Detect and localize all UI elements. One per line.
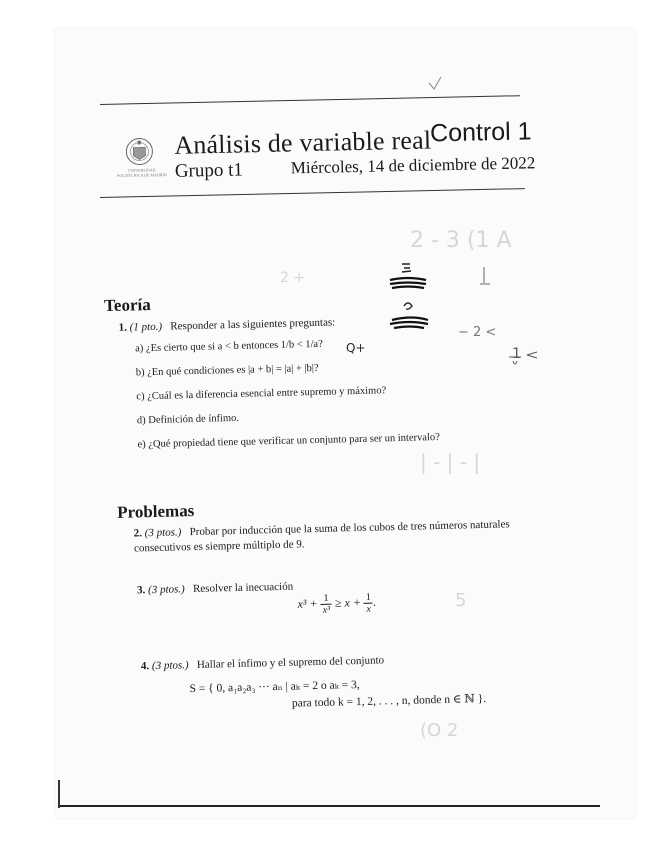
list-item	[135, 339, 323, 355]
inequality-formula	[297, 592, 376, 617]
list-item	[137, 413, 239, 426]
formula-mid: ≥ x +	[334, 595, 362, 610]
handwritten-scribble-icon	[380, 258, 440, 348]
handwritten-note: Q+	[346, 341, 366, 355]
question-number: 4.	[140, 660, 150, 673]
question-points: (3 ptos.)	[151, 659, 189, 673]
item-label: d)	[136, 415, 146, 427]
fraction-one-over-x: $\frac{1}{x}$	[364, 592, 374, 615]
question-1	[119, 317, 336, 334]
fraction-one-over-x-cubed: $\frac{1}{\text{x³}}$	[320, 593, 332, 616]
question-4	[141, 654, 384, 672]
item-text: ¿Qué propiedad tiene que verificar un conjunto para ser un intervalo?	[148, 431, 440, 451]
question-text: Probar por inducción que la suma de los cubos de tres números naturales	[189, 518, 510, 539]
handwritten-check-icon	[425, 75, 445, 95]
item-text: ¿Cuál es la diferencia esencial entre supremo y máximo?	[147, 385, 387, 403]
seal-caption: UNIVERSIDAD POLITÉCNICA DE MADRID	[117, 167, 167, 179]
item-label: c)	[136, 391, 145, 403]
question-points: (1 pto.)	[129, 320, 163, 334]
item-text: ¿En qué condiciones es |a + b| = |a| + |b|?	[147, 362, 319, 379]
question-text: Resolver la inecuación	[192, 580, 294, 596]
bleed-through-mark: | - | - |	[420, 450, 481, 474]
question-points: (3 ptos.)	[147, 583, 185, 597]
set-definition-line-2: para todo k = 1, 2, . . . , n, donde n ∈ ℕ }.	[291, 692, 487, 710]
question-text: Responder a las siguientes preguntas:	[170, 316, 336, 333]
question-3	[137, 581, 293, 597]
section-heading-teoria: Teoría	[103, 295, 151, 316]
formula-end: .	[372, 594, 377, 609]
question-2	[134, 518, 510, 539]
exam-date: Miércoles, 14 de diciembre de 2022	[290, 153, 536, 178]
list-item	[136, 363, 319, 378]
bleed-through-mark: 5	[455, 590, 467, 611]
bleed-through-mark: 2 - 3 (1 A	[410, 228, 512, 253]
list-item	[137, 432, 440, 450]
handwritten-mark-icon	[470, 265, 500, 290]
question-number: 3.	[136, 584, 146, 597]
handwritten-note: 1	[512, 346, 521, 362]
course-title: Análisis de variable real	[173, 125, 432, 160]
question-text: Hallar el ínfimo y el supremo del conjunto	[196, 654, 385, 671]
question-2-continuation: consecutivos es siempre múltiplo de 9.	[133, 538, 305, 555]
item-label: b)	[135, 367, 145, 379]
question-number: 2.	[133, 527, 143, 540]
exam-control-label: Control 1	[429, 117, 532, 148]
handwritten-note: − 2 <	[458, 325, 497, 340]
question-number: 1.	[118, 321, 128, 334]
handwritten-fraction-icon	[505, 345, 545, 375]
bleed-through-mark: 2 +	[280, 270, 306, 286]
item-label: a)	[135, 343, 144, 355]
list-item	[136, 385, 386, 402]
item-text: Definición de ínfimo.	[148, 412, 240, 427]
formula-left: x³ +	[297, 596, 318, 611]
set-definition-line-1: S = { 0, a₁a₂a₃ ··· aₙ | aₖ = 2 o aₖ = 3,	[189, 679, 360, 696]
item-text: ¿Es cierto que si a < b entonces 1/b < 1/a?	[145, 338, 323, 355]
question-points: (3 ptos.)	[144, 526, 182, 540]
item-label: e)	[137, 439, 146, 451]
bleed-through-mark: (O 2	[420, 720, 459, 741]
section-heading-problemas: Problemas	[116, 501, 195, 522]
group-label: Grupo t1	[174, 159, 244, 182]
